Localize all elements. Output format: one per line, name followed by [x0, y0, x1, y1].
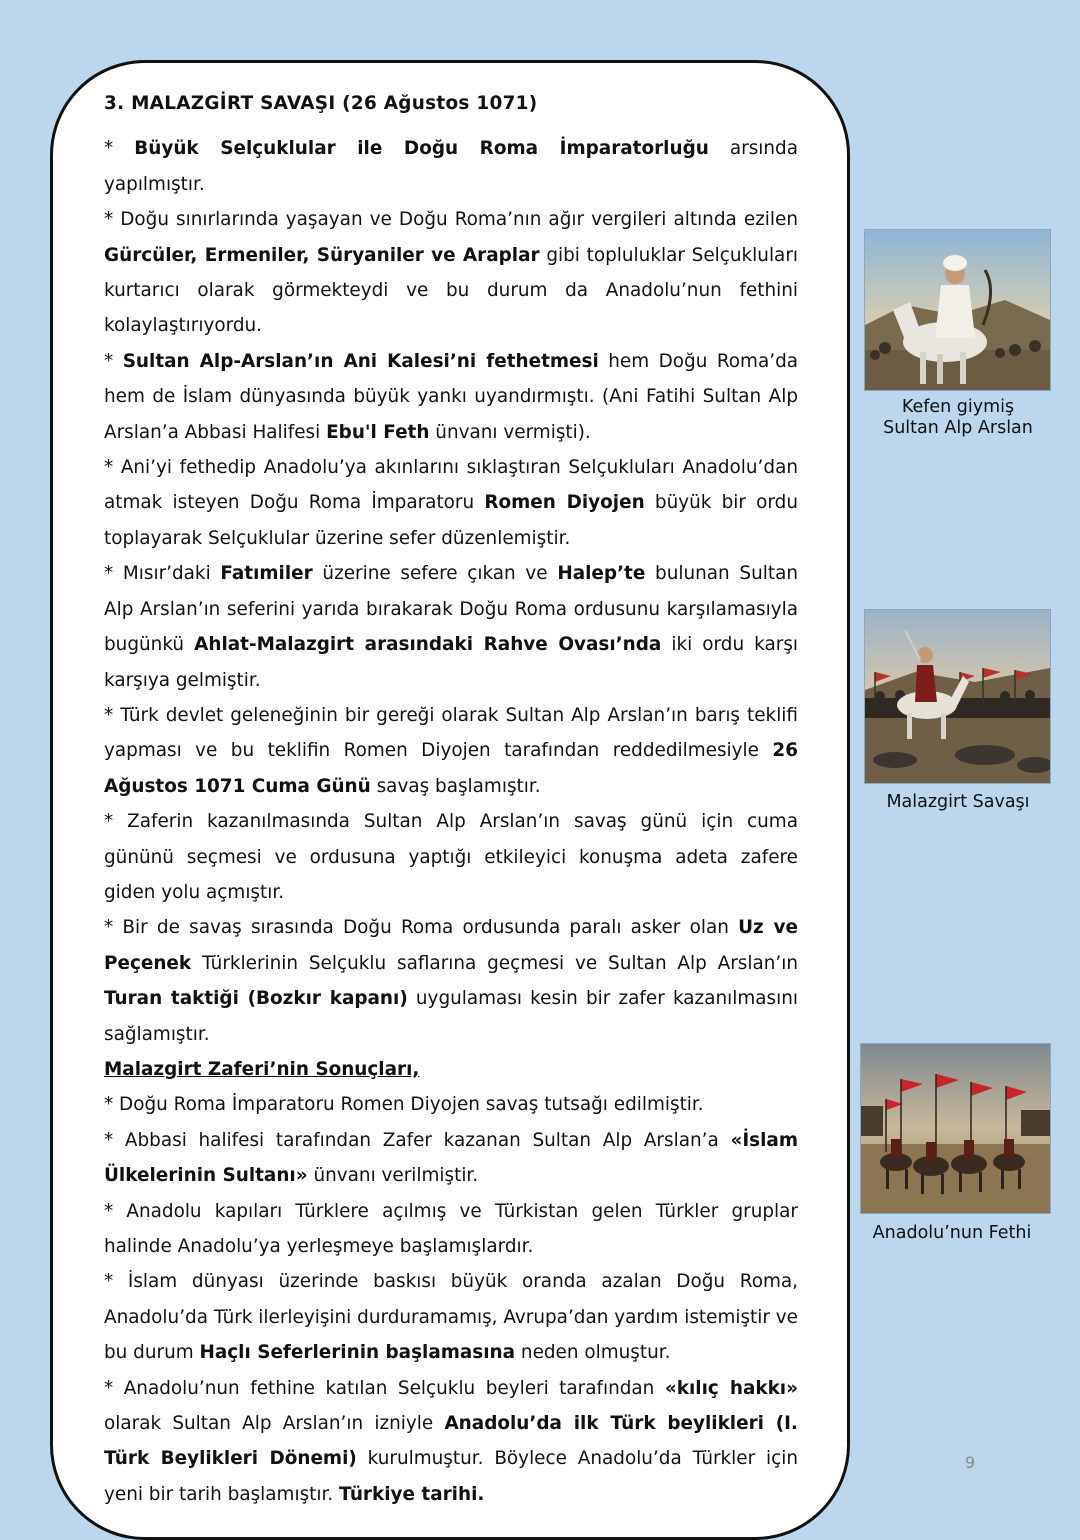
page-number: 9	[965, 1453, 976, 1472]
results-heading: Malazgirt Zaferi’nin Sonuçları,	[104, 1058, 420, 1080]
caption-conquest: Anadolu’nun Fethi	[872, 1223, 1032, 1243]
paragraph-list	[104, 131, 798, 1052]
main-text-column	[104, 86, 798, 1512]
caption-battle: Malazgirt Savaşı	[886, 792, 1030, 812]
caption-line-2: Sultan Alp Arslan	[883, 418, 1033, 438]
body-paragraph: * Büyük Selçuklular ile Doğu Roma İmparatorluğu arsında yapılmıştır.	[104, 138, 798, 195]
conquest-image	[860, 1043, 1051, 1214]
result-paragraph: * İslam dünyası üzerinde baskısı büyük oranda azalan Doğu Roma, Anadolu’da Türk ilerleyişini durduramamış, Avrupa’dan yardım istemiştir ve bu durum Haçlı Seferlerinin başlamasına neden olmuştur.	[104, 1271, 798, 1364]
caption-sultan	[858, 397, 1058, 439]
results-list	[104, 1087, 798, 1512]
body-paragraph: * Sultan Alp-Arslan’ın Ani Kalesi’ni fethetmesi hem Doğu Roma’da hem de İslam dünyasında büyük yankı uyandırmıştı. (Ani Fatihi Sultan Alp Arslan’a Abbasi Halifesi Ebu'l Feth ünvanı vermişti).	[104, 350, 799, 443]
cavalry-with-red-flags-icon	[861, 1044, 1050, 1213]
sultan-image	[864, 229, 1051, 391]
body-paragraph: * Ani’yi fethedip Anadolu’ya akınlarını sıklaştıran Selçukluları Anadolu’dan atmak isteyen Doğu Roma İmparatoru Romen Diyojen büyük bir ordu toplayarak Selçuklular üzerine sefer düzenlemiştir.	[104, 457, 798, 549]
battle-scene-icon	[865, 610, 1050, 783]
body-paragraph: * Doğu sınırlarında yaşayan ve Doğu Roma’nın ağır vergileri altında ezilen Gürcüler, Ermeniler, Süryaniler ve Araplar gibi topluluklar Selçukluları kurtarıcı olarak görmekteydi ve bu durum da Anadolu’nun fethini kolaylaştırıyordu.	[104, 209, 798, 337]
result-paragraph: * Anadolu’nun fethine katılan Selçuklu beyleri tarafından «kılıç hakkı» olarak Sultan Alp Arslan’ın izniyle Anadolu’da ilk Türk beylikleri (I. Türk Beylikleri Dönemi) kurulmuştur. Böylece Anadolu’da Türkler için yeni bir tarih başlamıştır. Türkiye tarihi.	[104, 1377, 799, 1505]
body-paragraph: * Zaferin kazanılmasında Sultan Alp Arslan’ın savaş günü için cuma gününü seçmesi ve ordusuna yaptığı etkileyici konuşma adeta zafere giden yolu açmıştır.	[104, 811, 798, 903]
section-title: 3. MALAZGİRT SAVAŞI (26 Ağustos 1071)	[104, 93, 538, 114]
result-paragraph: * Abbasi halifesi tarafından Zafer kazanan Sultan Alp Arslan’a «İslam Ülkelerinin Sultanı» ünvanı verilmiştir.	[104, 1129, 798, 1187]
battle-image	[864, 609, 1051, 784]
sultan-on-white-horse-icon	[865, 230, 1050, 390]
body-paragraph: * Türk devlet geleneğinin bir gereği olarak Sultan Alp Arslan’ın barış teklifi yapması ve bu teklifin Romen Diyojen tarafından reddedilmesiyle 26 Ağustos 1071 Cuma Günü savaş başlamıştır.	[104, 704, 798, 797]
result-paragraph: * Anadolu kapıları Türklere açılmış ve Türkistan gelen Türkler gruplar halinde Anadolu’ya yerleşmeye başlamışlardır.	[104, 1200, 798, 1257]
body-paragraph: * Mısır’daki Fatımiler üzerine sefere çıkan ve Halep’te bulunan Sultan Alp Arslan’ın seferini yarıda bırakarak Doğu Roma ordusunu karşılamasıyla bugünkü Ahlat-Malazgirt arasındaki Rahve Ovası’nda iki ordu karşı karşıya gelmiştir.	[104, 563, 799, 691]
body-paragraph: * Bir de savaş sırasında Doğu Roma ordusunda paralı asker olan Uz ve Peçenek Türklerinin Selçuklu saflarına geçmesi ve Sultan Alp Arslan’ın Turan taktiği (Bozkır kapanı) uygulaması kesin bir zafer kazanılmasını sağlamıştır.	[104, 917, 798, 1045]
result-paragraph: * Doğu Roma İmparatoru Romen Diyojen savaş tutsağı edilmiştir.	[104, 1094, 704, 1116]
caption-line-1: Kefen giymiş	[901, 397, 1015, 417]
